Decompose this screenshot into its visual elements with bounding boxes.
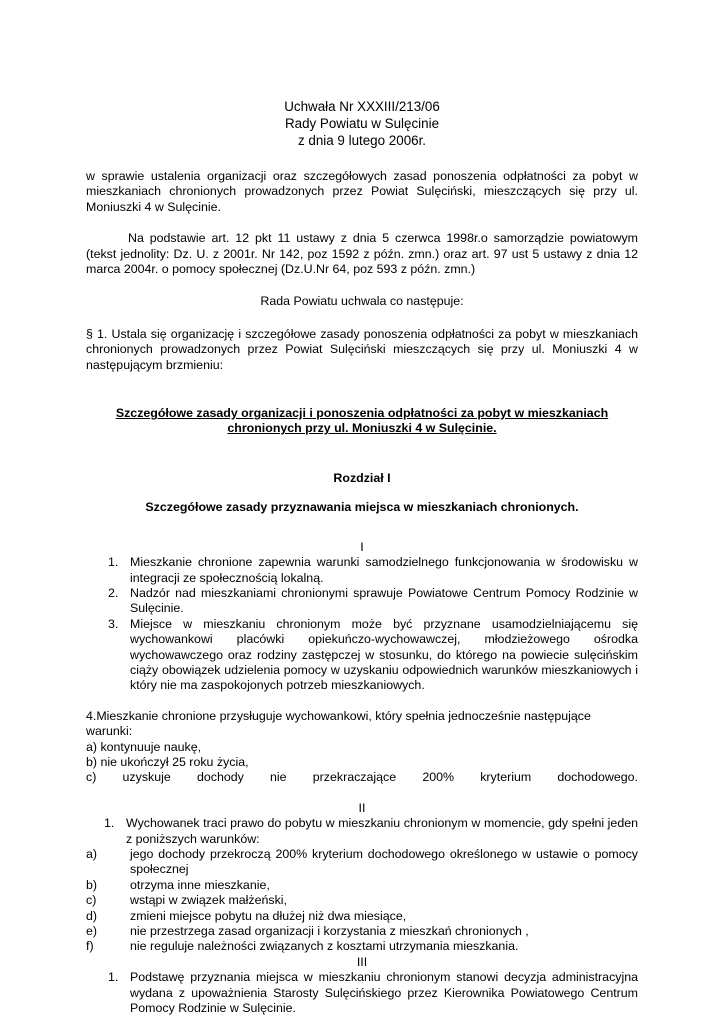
resolution-number: Uchwała Nr XXXIII/213/06 [284, 99, 440, 114]
list-item: 3. Miejsce w mieszkaniu chronionym może być przyznane usamodzielniającemu się wychowankowi placówki opiekuńczo-wychowawczej, młodzieżowego ośrodka wychowawczego oraz rodziny zastępczej w stosunku, do którego na powiecie sulęcińskim ciąży obowiązek udzielenia pomocy w uzyskaniu odpowiednich warunków mieszkaniowych i który nie ma zaspokojonych potrzeb mieszkaniowych. [108, 616, 638, 693]
section-3-number: III [356, 954, 368, 969]
list-item: c) wstąpi w związek małżeński, [86, 893, 287, 908]
section-2-number: II [358, 800, 366, 815]
document-page [86, 98, 638, 1016]
section-1-list [86, 555, 638, 694]
legal-basis: Na podstawie art. 12 pkt 11 ustawy z dnia 5 czerwca 1998r.o samorządzie powiatowym (tekst jednolity: Dz. U. z 2001r. Nr 142, poz 1592 z późn. zmn.) oraz art. 97 ust 5 ustawy z dnia 12 marca 2004r. o pomocy społecznej (Dz.U.Nr 64, poz 593 z późn. zmn.) [86, 231, 638, 277]
list-item: 2. Nadzór nad mieszkaniami chronionymi sprawuje Powiatowe Centrum Pomocy Rodzinie w Sulęcinie. [108, 585, 638, 616]
point-4-c: c) uzyskuje dochody nie przekraczające 200% kryterium dochodowego. [86, 770, 638, 785]
resolution-subject: w sprawie ustalenia organizacji oraz szczegółowych zasad ponoszenia odpłatności za pobyt w mieszkaniach chronionych prowadzonych przez Powiat Sulęciński, mieszczących się przy ul. Moniuszki 4 w Sulęcinie. [86, 169, 638, 214]
point-4-intro: 4.Mieszkanie chronione przysługuje wychowankowi, który spełnia jednocześnie następujące warunki: [86, 708, 591, 739]
list-item: a) jego dochody przekroczą 200% kryterium dochodowego określonego w ustawie o pomocy społecznej [86, 847, 638, 877]
section-3-list [86, 970, 638, 1016]
list-item: b) otrzyma inne mieszkanie, [86, 877, 270, 892]
list-item: 1. Mieszkanie chronione zapewnia warunki samodzielnego funkcjonowania w środowisku w integracji ze społecznością lokalną. [108, 555, 638, 585]
point-4-b: b) nie ukończył 25 roku życia, [86, 754, 249, 769]
resolution-date: z dnia 9 lutego 2006r. [297, 133, 427, 148]
council-resolves: Rada Powiatu uchwala co następuje: [260, 294, 464, 309]
point-4 [86, 709, 638, 786]
chapter-title: Rozdział I [333, 470, 391, 485]
list-item: f) nie reguluje należności związanych z kosztami utrzymania mieszkania. [86, 939, 519, 954]
council-name: Rady Powiatu w Sulęcinie [284, 116, 440, 131]
point-4-a: a) kontynuuje naukę, [86, 739, 202, 754]
chapter-subtitle: Szczegółowe zasady przyznawania miejsca w mieszkaniach chronionych. [145, 500, 579, 515]
main-heading: Szczegółowe zasady organizacji i ponoszenia odpłatności za pobyt w mieszkaniach chronionych przy ul. Moniuszki 4 w Sulęcinie. [115, 406, 609, 436]
section-2-list [86, 847, 638, 955]
list-item: e) nie przestrzega zasad organizacji i korzystania z mieszkań chronionych , [86, 924, 529, 939]
section-1-number: I [360, 539, 364, 554]
list-item: 1. Podstawę przyznania miejsca w mieszkaniu chronionym stanowi decyzja administracyjna wydana z upoważnienia Starosty Sulęcińskiego przez Kierownika Powiatowego Centrum Pomocy Rodzinie w Sulęcinie. [108, 970, 638, 1016]
section-2-intro: 1. Wychowanek traci prawo do pobytu w mieszkaniu chronionym w momencie, gdy spełni jeden z poniższych warunków: [104, 816, 638, 846]
resolution-header [86, 98, 638, 149]
list-item: d) zmieni miejsce pobytu na dłużej niż dwa miesiące, [86, 908, 407, 923]
paragraph-1: § 1. Ustala się organizację i szczegółowe zasady ponoszenia odpłatności za pobyt w mieszkaniach chronionych prowadzonych przez Powiat Sulęciński mieszczących się przy ul. Moniuszki 4 w następującym brzmieniu: [86, 326, 638, 372]
